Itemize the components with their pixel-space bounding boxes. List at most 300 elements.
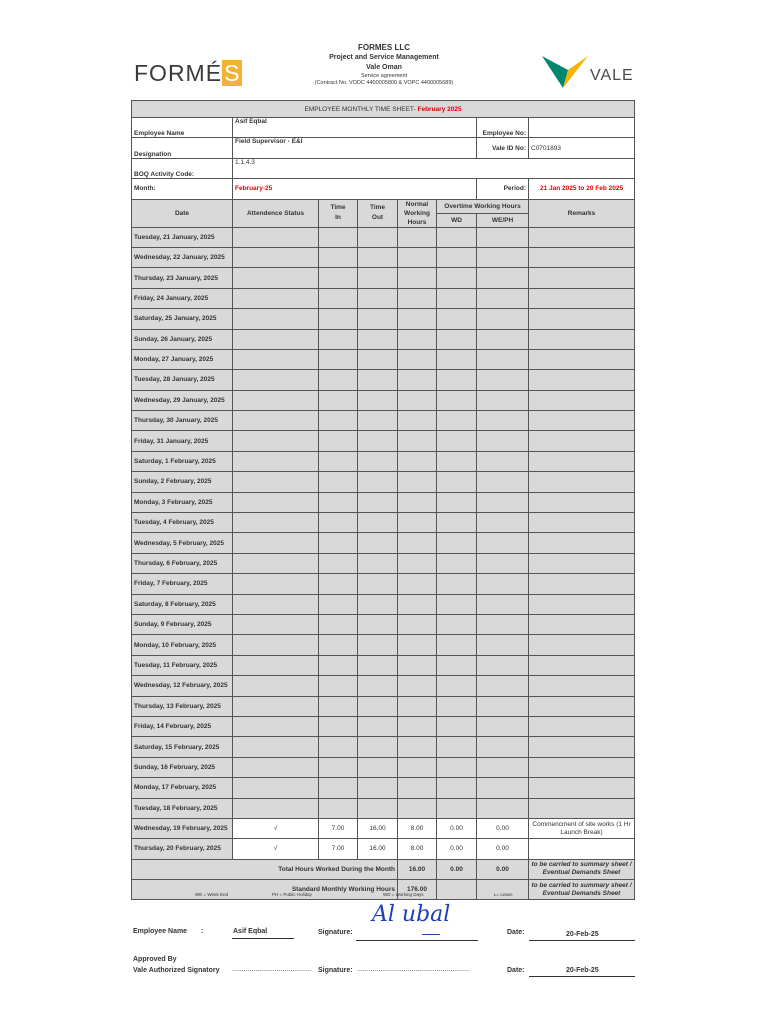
- row-overtime-wd[interactable]: [437, 553, 477, 573]
- row-remarks[interactable]: [529, 574, 635, 594]
- row-time-in[interactable]: [319, 655, 358, 675]
- row-overtime-wd[interactable]: [437, 227, 477, 247]
- formes-logo-s: S: [224, 60, 241, 86]
- row-date: Thursday, 20 February, 2025: [132, 839, 233, 859]
- row-time-in[interactable]: [319, 431, 358, 451]
- row-time-out[interactable]: [358, 574, 398, 594]
- row-time-out[interactable]: [358, 390, 398, 410]
- row-time-out[interactable]: [358, 268, 398, 288]
- row-normal-hours[interactable]: [398, 329, 437, 349]
- table-row: [132, 349, 635, 369]
- row-overtime-weph[interactable]: [477, 390, 529, 410]
- row-attendance-status[interactable]: [233, 614, 319, 634]
- row-time-in[interactable]: [319, 798, 358, 818]
- employee-name-colon: :: [201, 928, 204, 935]
- boq-value[interactable]: 1.1.4.3: [233, 158, 635, 178]
- row-overtime-wd[interactable]: 0.00: [437, 818, 477, 838]
- month-row: [132, 179, 635, 199]
- row-attendance-status[interactable]: [233, 574, 319, 594]
- row-time-in[interactable]: [319, 370, 358, 390]
- row-overtime-weph[interactable]: [477, 757, 529, 777]
- row-remarks[interactable]: [529, 553, 635, 573]
- row-attendance-status[interactable]: [233, 492, 319, 512]
- row-overtime-wd[interactable]: [437, 451, 477, 471]
- table-row: [132, 737, 635, 757]
- row-normal-hours[interactable]: [398, 451, 437, 471]
- row-time-out[interactable]: [358, 472, 398, 492]
- col-time-in: Time In: [319, 199, 358, 227]
- row-overtime-weph[interactable]: [477, 574, 529, 594]
- total-hours-label: Total Hours Worked During the Month: [132, 859, 398, 879]
- row-overtime-wd[interactable]: [437, 614, 477, 634]
- row-overtime-wd[interactable]: [437, 757, 477, 777]
- table-row: [132, 268, 635, 288]
- row-attendance-status[interactable]: [233, 309, 319, 329]
- row-overtime-wd[interactable]: [437, 431, 477, 451]
- row-time-out[interactable]: 16.00: [358, 818, 398, 838]
- table-row: [132, 390, 635, 410]
- row-attendance-status[interactable]: [233, 757, 319, 777]
- row-overtime-wd[interactable]: [437, 594, 477, 614]
- row-remarks[interactable]: [529, 268, 635, 288]
- row-overtime-wd[interactable]: [437, 247, 477, 267]
- table-row: [132, 676, 635, 696]
- row-normal-hours[interactable]: [398, 533, 437, 553]
- row-time-in[interactable]: [319, 778, 358, 798]
- row-time-out[interactable]: [358, 349, 398, 369]
- row-remarks[interactable]: [529, 492, 635, 512]
- row-remarks[interactable]: [529, 390, 635, 410]
- total-remark: to be carried to summary sheet / Eventual Demands Sheet: [529, 859, 635, 879]
- col-remarks: Remarks: [529, 199, 635, 227]
- row-overtime-wd[interactable]: [437, 574, 477, 594]
- row-date: Sunday, 16 February, 2025: [132, 757, 233, 777]
- row-overtime-weph[interactable]: 0.00: [477, 839, 529, 859]
- row-overtime-weph[interactable]: [477, 553, 529, 573]
- row-attendance-status[interactable]: [233, 635, 319, 655]
- employee-no-value[interactable]: [529, 118, 635, 138]
- row-time-in[interactable]: [319, 635, 358, 655]
- row-date: Friday, 7 February, 2025: [132, 574, 233, 594]
- col-overtime: Overtime Working Hours: [437, 199, 529, 213]
- row-normal-hours[interactable]: [398, 574, 437, 594]
- row-overtime-wd[interactable]: [437, 411, 477, 431]
- row-remarks[interactable]: [529, 513, 635, 533]
- row-time-out[interactable]: [358, 757, 398, 777]
- vale-signatory-label: Vale Authorized Signatory: [133, 967, 220, 974]
- row-remarks[interactable]: [529, 594, 635, 614]
- table-row: [132, 757, 635, 777]
- row-attendance-status[interactable]: [233, 451, 319, 471]
- row-overtime-weph[interactable]: [477, 227, 529, 247]
- row-overtime-weph[interactable]: [477, 411, 529, 431]
- row-overtime-weph[interactable]: [477, 309, 529, 329]
- row-remarks[interactable]: [529, 635, 635, 655]
- row-time-out[interactable]: [358, 737, 398, 757]
- approver-signature-label: Signature:: [318, 967, 353, 974]
- row-date: Thursday, 13 February, 2025: [132, 696, 233, 716]
- boq-label: BOQ Activity Code:: [132, 158, 233, 178]
- row-remarks[interactable]: [529, 614, 635, 634]
- table-row: [132, 227, 635, 247]
- row-normal-hours[interactable]: [398, 553, 437, 573]
- row-time-in[interactable]: [319, 574, 358, 594]
- row-overtime-wd[interactable]: [437, 655, 477, 675]
- row-normal-hours[interactable]: [398, 349, 437, 369]
- row-remarks[interactable]: Commencment of site works (1 Hr Launch Break): [529, 818, 635, 838]
- row-time-in[interactable]: [319, 594, 358, 614]
- col-weph: WE/PH: [477, 213, 529, 227]
- table-row: [132, 533, 635, 553]
- row-time-in[interactable]: [319, 309, 358, 329]
- row-overtime-weph[interactable]: 0.00: [477, 818, 529, 838]
- row-normal-hours[interactable]: [398, 472, 437, 492]
- row-date: Friday, 14 February, 2025: [132, 716, 233, 736]
- row-time-in[interactable]: [319, 227, 358, 247]
- company-name: FORMES LLC: [358, 43, 410, 52]
- row-attendance-status[interactable]: [233, 227, 319, 247]
- row-time-out[interactable]: [358, 696, 398, 716]
- period-value[interactable]: 21 Jan 2025 to 20 Feb 2025: [529, 179, 635, 199]
- row-date: Monday, 27 January, 2025: [132, 349, 233, 369]
- row-attendance-status[interactable]: [233, 716, 319, 736]
- totals-row: [132, 859, 635, 879]
- row-time-out[interactable]: [358, 553, 398, 573]
- employee-no-label: Employee No:: [477, 118, 529, 138]
- row-attendance-status[interactable]: [233, 655, 319, 675]
- timesheet-table: [131, 100, 635, 900]
- row-overtime-wd[interactable]: [437, 492, 477, 512]
- row-normal-hours[interactable]: [398, 594, 437, 614]
- row-remarks[interactable]: [529, 778, 635, 798]
- row-attendance-status[interactable]: [233, 533, 319, 553]
- row-attendance-status[interactable]: [233, 349, 319, 369]
- row-time-out[interactable]: [358, 431, 398, 451]
- row-overtime-weph[interactable]: [477, 349, 529, 369]
- row-attendance-status[interactable]: [233, 594, 319, 614]
- designation-value[interactable]: Field Supervisor - E&I: [233, 138, 477, 158]
- row-time-in[interactable]: [319, 472, 358, 492]
- col-normal-hours: Normal Working Hours: [398, 199, 437, 227]
- row-time-out[interactable]: [358, 227, 398, 247]
- row-overtime-wd[interactable]: [437, 370, 477, 390]
- row-date: Thursday, 23 January, 2025: [132, 268, 233, 288]
- row-time-in[interactable]: [319, 553, 358, 573]
- table-row: [132, 492, 635, 512]
- row-time-in[interactable]: [319, 492, 358, 512]
- table-row: [132, 329, 635, 349]
- company-line2: Project and Service Management: [329, 54, 439, 61]
- row-time-out[interactable]: [358, 594, 398, 614]
- row-attendance-status[interactable]: √: [233, 839, 319, 859]
- row-overtime-weph[interactable]: [477, 594, 529, 614]
- row-date: Sunday, 26 January, 2025: [132, 329, 233, 349]
- row-normal-hours[interactable]: [398, 370, 437, 390]
- row-normal-hours[interactable]: [398, 288, 437, 308]
- vale-logo-text: VALE: [590, 67, 634, 84]
- row-time-in[interactable]: [319, 696, 358, 716]
- row-normal-hours[interactable]: [398, 716, 437, 736]
- row-normal-hours[interactable]: 8.00: [398, 839, 437, 859]
- row-date: Wednesday, 29 January, 2025: [132, 390, 233, 410]
- row-remarks[interactable]: [529, 431, 635, 451]
- row-attendance-status[interactable]: [233, 737, 319, 757]
- row-normal-hours[interactable]: [398, 676, 437, 696]
- row-overtime-wd[interactable]: [437, 472, 477, 492]
- row-date: Monday, 17 February, 2025: [132, 778, 233, 798]
- row-date: Tuesday, 21 January, 2025: [132, 227, 233, 247]
- row-remarks[interactable]: [529, 533, 635, 553]
- row-time-in[interactable]: [319, 757, 358, 777]
- row-attendance-status[interactable]: [233, 329, 319, 349]
- employee-name-value[interactable]: Asif Eqbal: [233, 118, 477, 138]
- row-time-in[interactable]: [319, 329, 358, 349]
- row-overtime-weph[interactable]: [477, 635, 529, 655]
- row-overtime-weph[interactable]: [477, 268, 529, 288]
- row-time-out[interactable]: [358, 635, 398, 655]
- row-time-in[interactable]: [319, 614, 358, 634]
- row-overtime-wd[interactable]: [437, 737, 477, 757]
- row-normal-hours[interactable]: [398, 309, 437, 329]
- formes-logo: [134, 60, 242, 87]
- employee-signature-label: Signature:: [318, 929, 353, 936]
- employee-date-label: Date:: [507, 929, 525, 936]
- row-time-out[interactable]: [358, 513, 398, 533]
- row-attendance-status[interactable]: √: [233, 818, 319, 838]
- row-attendance-status[interactable]: [233, 247, 319, 267]
- row-overtime-weph[interactable]: [477, 370, 529, 390]
- row-overtime-wd[interactable]: [437, 778, 477, 798]
- row-remarks[interactable]: [529, 247, 635, 267]
- row-overtime-weph[interactable]: [477, 533, 529, 553]
- table-row: [132, 247, 635, 267]
- approver-signature-line: ..........................................................: [357, 966, 470, 973]
- legend-ph: PH = Public Holiday: [272, 892, 312, 897]
- table-row: [132, 798, 635, 818]
- row-remarks[interactable]: [529, 329, 635, 349]
- row-time-out[interactable]: [358, 247, 398, 267]
- month-label: Month:: [132, 179, 233, 199]
- row-normal-hours[interactable]: [398, 798, 437, 818]
- row-normal-hours[interactable]: [398, 431, 437, 451]
- row-time-in[interactable]: [319, 716, 358, 736]
- row-remarks[interactable]: [529, 288, 635, 308]
- row-remarks[interactable]: [529, 309, 635, 329]
- row-remarks[interactable]: [529, 472, 635, 492]
- row-time-in[interactable]: [319, 411, 358, 431]
- row-overtime-weph[interactable]: [477, 716, 529, 736]
- row-time-in[interactable]: [319, 533, 358, 553]
- row-overtime-wd[interactable]: [437, 513, 477, 533]
- row-remarks[interactable]: [529, 227, 635, 247]
- row-normal-hours[interactable]: 8.00: [398, 818, 437, 838]
- row-overtime-wd[interactable]: [437, 798, 477, 818]
- table-row: [132, 472, 635, 492]
- row-normal-hours[interactable]: [398, 390, 437, 410]
- row-remarks[interactable]: [529, 696, 635, 716]
- row-attendance-status[interactable]: [233, 268, 319, 288]
- row-time-out[interactable]: [358, 329, 398, 349]
- row-overtime-wd[interactable]: [437, 533, 477, 553]
- row-overtime-weph[interactable]: [477, 798, 529, 818]
- approved-by-label: Approved By: [133, 956, 177, 963]
- row-time-out[interactable]: [358, 655, 398, 675]
- table-row: [132, 655, 635, 675]
- row-remarks[interactable]: [529, 676, 635, 696]
- employee-name-label: Employee Name: [132, 118, 233, 138]
- row-remarks[interactable]: [529, 737, 635, 757]
- row-time-in[interactable]: [319, 268, 358, 288]
- row-attendance-status[interactable]: [233, 553, 319, 573]
- row-time-in[interactable]: 7.00: [319, 818, 358, 838]
- row-time-out[interactable]: [358, 370, 398, 390]
- row-overtime-wd[interactable]: [437, 349, 477, 369]
- row-time-in[interactable]: [319, 451, 358, 471]
- standard-remark: to be carried to summary sheet / Eventual Demands Sheet: [529, 880, 635, 900]
- designation-row: [132, 138, 635, 158]
- period-label: Period:: [477, 179, 529, 199]
- row-time-in[interactable]: [319, 247, 358, 267]
- row-normal-hours[interactable]: [398, 696, 437, 716]
- row-overtime-weph[interactable]: [477, 492, 529, 512]
- row-overtime-wd[interactable]: [437, 329, 477, 349]
- table-row: [132, 513, 635, 533]
- row-attendance-status[interactable]: [233, 431, 319, 451]
- row-overtime-wd[interactable]: [437, 288, 477, 308]
- row-time-out[interactable]: [358, 778, 398, 798]
- table-row: [132, 309, 635, 329]
- row-remarks[interactable]: [529, 451, 635, 471]
- row-overtime-weph[interactable]: [477, 614, 529, 634]
- row-remarks[interactable]: [529, 798, 635, 818]
- row-attendance-status[interactable]: [233, 411, 319, 431]
- row-time-in[interactable]: [319, 349, 358, 369]
- row-attendance-status[interactable]: [233, 390, 319, 410]
- row-overtime-wd[interactable]: [437, 635, 477, 655]
- row-time-out[interactable]: [358, 288, 398, 308]
- row-overtime-weph[interactable]: [477, 737, 529, 757]
- row-normal-hours[interactable]: [398, 492, 437, 512]
- row-remarks[interactable]: [529, 839, 635, 859]
- row-overtime-weph[interactable]: [477, 676, 529, 696]
- table-row: [132, 614, 635, 634]
- row-attendance-status[interactable]: [233, 778, 319, 798]
- row-remarks[interactable]: [529, 411, 635, 431]
- row-remarks[interactable]: [529, 349, 635, 369]
- row-attendance-status[interactable]: [233, 696, 319, 716]
- total-weph: 0.00: [477, 859, 529, 879]
- row-overtime-weph[interactable]: [477, 451, 529, 471]
- company-line5: (Contract No. VODC 4400005800 & VOPC 4400005689): [314, 80, 454, 86]
- total-wd: 0.00: [437, 859, 477, 879]
- row-overtime-weph[interactable]: [477, 288, 529, 308]
- employee-name-sig-value: Asif Eqbal: [233, 928, 268, 935]
- row-normal-hours[interactable]: [398, 247, 437, 267]
- row-overtime-wd[interactable]: [437, 268, 477, 288]
- row-time-in[interactable]: [319, 737, 358, 757]
- row-normal-hours[interactable]: [398, 227, 437, 247]
- approver-date-label: Date:: [507, 967, 525, 974]
- row-attendance-status[interactable]: [233, 472, 319, 492]
- table-row: [132, 778, 635, 798]
- month-value[interactable]: February-25: [233, 179, 477, 199]
- row-overtime-wd[interactable]: [437, 696, 477, 716]
- row-time-out[interactable]: [358, 533, 398, 553]
- row-overtime-weph[interactable]: [477, 472, 529, 492]
- row-normal-hours[interactable]: [398, 737, 437, 757]
- row-time-out[interactable]: [358, 411, 398, 431]
- row-overtime-weph[interactable]: [477, 431, 529, 451]
- table-row: [132, 818, 635, 838]
- row-time-out[interactable]: [358, 614, 398, 634]
- vale-logo-icon: [542, 54, 590, 90]
- row-overtime-weph[interactable]: [477, 247, 529, 267]
- row-overtime-wd[interactable]: [437, 390, 477, 410]
- row-overtime-weph[interactable]: [477, 778, 529, 798]
- employee-date-value: 20-Feb-25: [566, 931, 599, 938]
- row-attendance-status[interactable]: [233, 513, 319, 533]
- row-overtime-weph[interactable]: [477, 655, 529, 675]
- standard-hours-value: 176.00: [398, 880, 437, 900]
- row-overtime-wd[interactable]: [437, 309, 477, 329]
- row-time-in[interactable]: 7.00: [319, 839, 358, 859]
- sheet-title-month: February 2025: [417, 105, 462, 113]
- row-time-out[interactable]: [358, 492, 398, 512]
- title-row: [132, 101, 635, 118]
- row-attendance-status[interactable]: [233, 288, 319, 308]
- sheet-title: EMPLOYEE MONTHLY TIME SHEET- February 2025: [132, 101, 635, 118]
- company-line4: Service agreement: [360, 73, 408, 79]
- row-time-in[interactable]: [319, 676, 358, 696]
- row-time-out[interactable]: [358, 716, 398, 736]
- row-time-out[interactable]: [358, 798, 398, 818]
- row-overtime-weph[interactable]: [477, 696, 529, 716]
- row-attendance-status[interactable]: [233, 370, 319, 390]
- row-normal-hours[interactable]: [398, 614, 437, 634]
- row-overtime-wd[interactable]: 0.00: [437, 839, 477, 859]
- row-time-out[interactable]: 16.00: [358, 839, 398, 859]
- row-remarks[interactable]: [529, 370, 635, 390]
- row-normal-hours[interactable]: [398, 411, 437, 431]
- row-normal-hours[interactable]: [398, 513, 437, 533]
- row-normal-hours[interactable]: [398, 655, 437, 675]
- row-time-out[interactable]: [358, 451, 398, 471]
- row-overtime-wd[interactable]: [437, 716, 477, 736]
- row-normal-hours[interactable]: [398, 757, 437, 777]
- boq-row: [132, 158, 635, 178]
- row-normal-hours[interactable]: [398, 268, 437, 288]
- row-overtime-wd[interactable]: [437, 676, 477, 696]
- row-normal-hours[interactable]: [398, 635, 437, 655]
- row-date: Wednesday, 19 February, 2025: [132, 818, 233, 838]
- row-attendance-status[interactable]: [233, 676, 319, 696]
- row-remarks[interactable]: [529, 716, 635, 736]
- row-time-out[interactable]: [358, 676, 398, 696]
- row-remarks[interactable]: [529, 757, 635, 777]
- row-time-out[interactable]: [358, 309, 398, 329]
- row-date: Saturday, 8 February, 2025: [132, 594, 233, 614]
- row-normal-hours[interactable]: [398, 778, 437, 798]
- row-overtime-weph[interactable]: [477, 329, 529, 349]
- row-remarks[interactable]: [529, 655, 635, 675]
- row-time-in[interactable]: [319, 513, 358, 533]
- row-overtime-weph[interactable]: [477, 513, 529, 533]
- row-attendance-status[interactable]: [233, 798, 319, 818]
- vale-id-value[interactable]: C0701893: [529, 138, 635, 158]
- table-row: [132, 635, 635, 655]
- row-time-in[interactable]: [319, 288, 358, 308]
- row-time-in[interactable]: [319, 390, 358, 410]
